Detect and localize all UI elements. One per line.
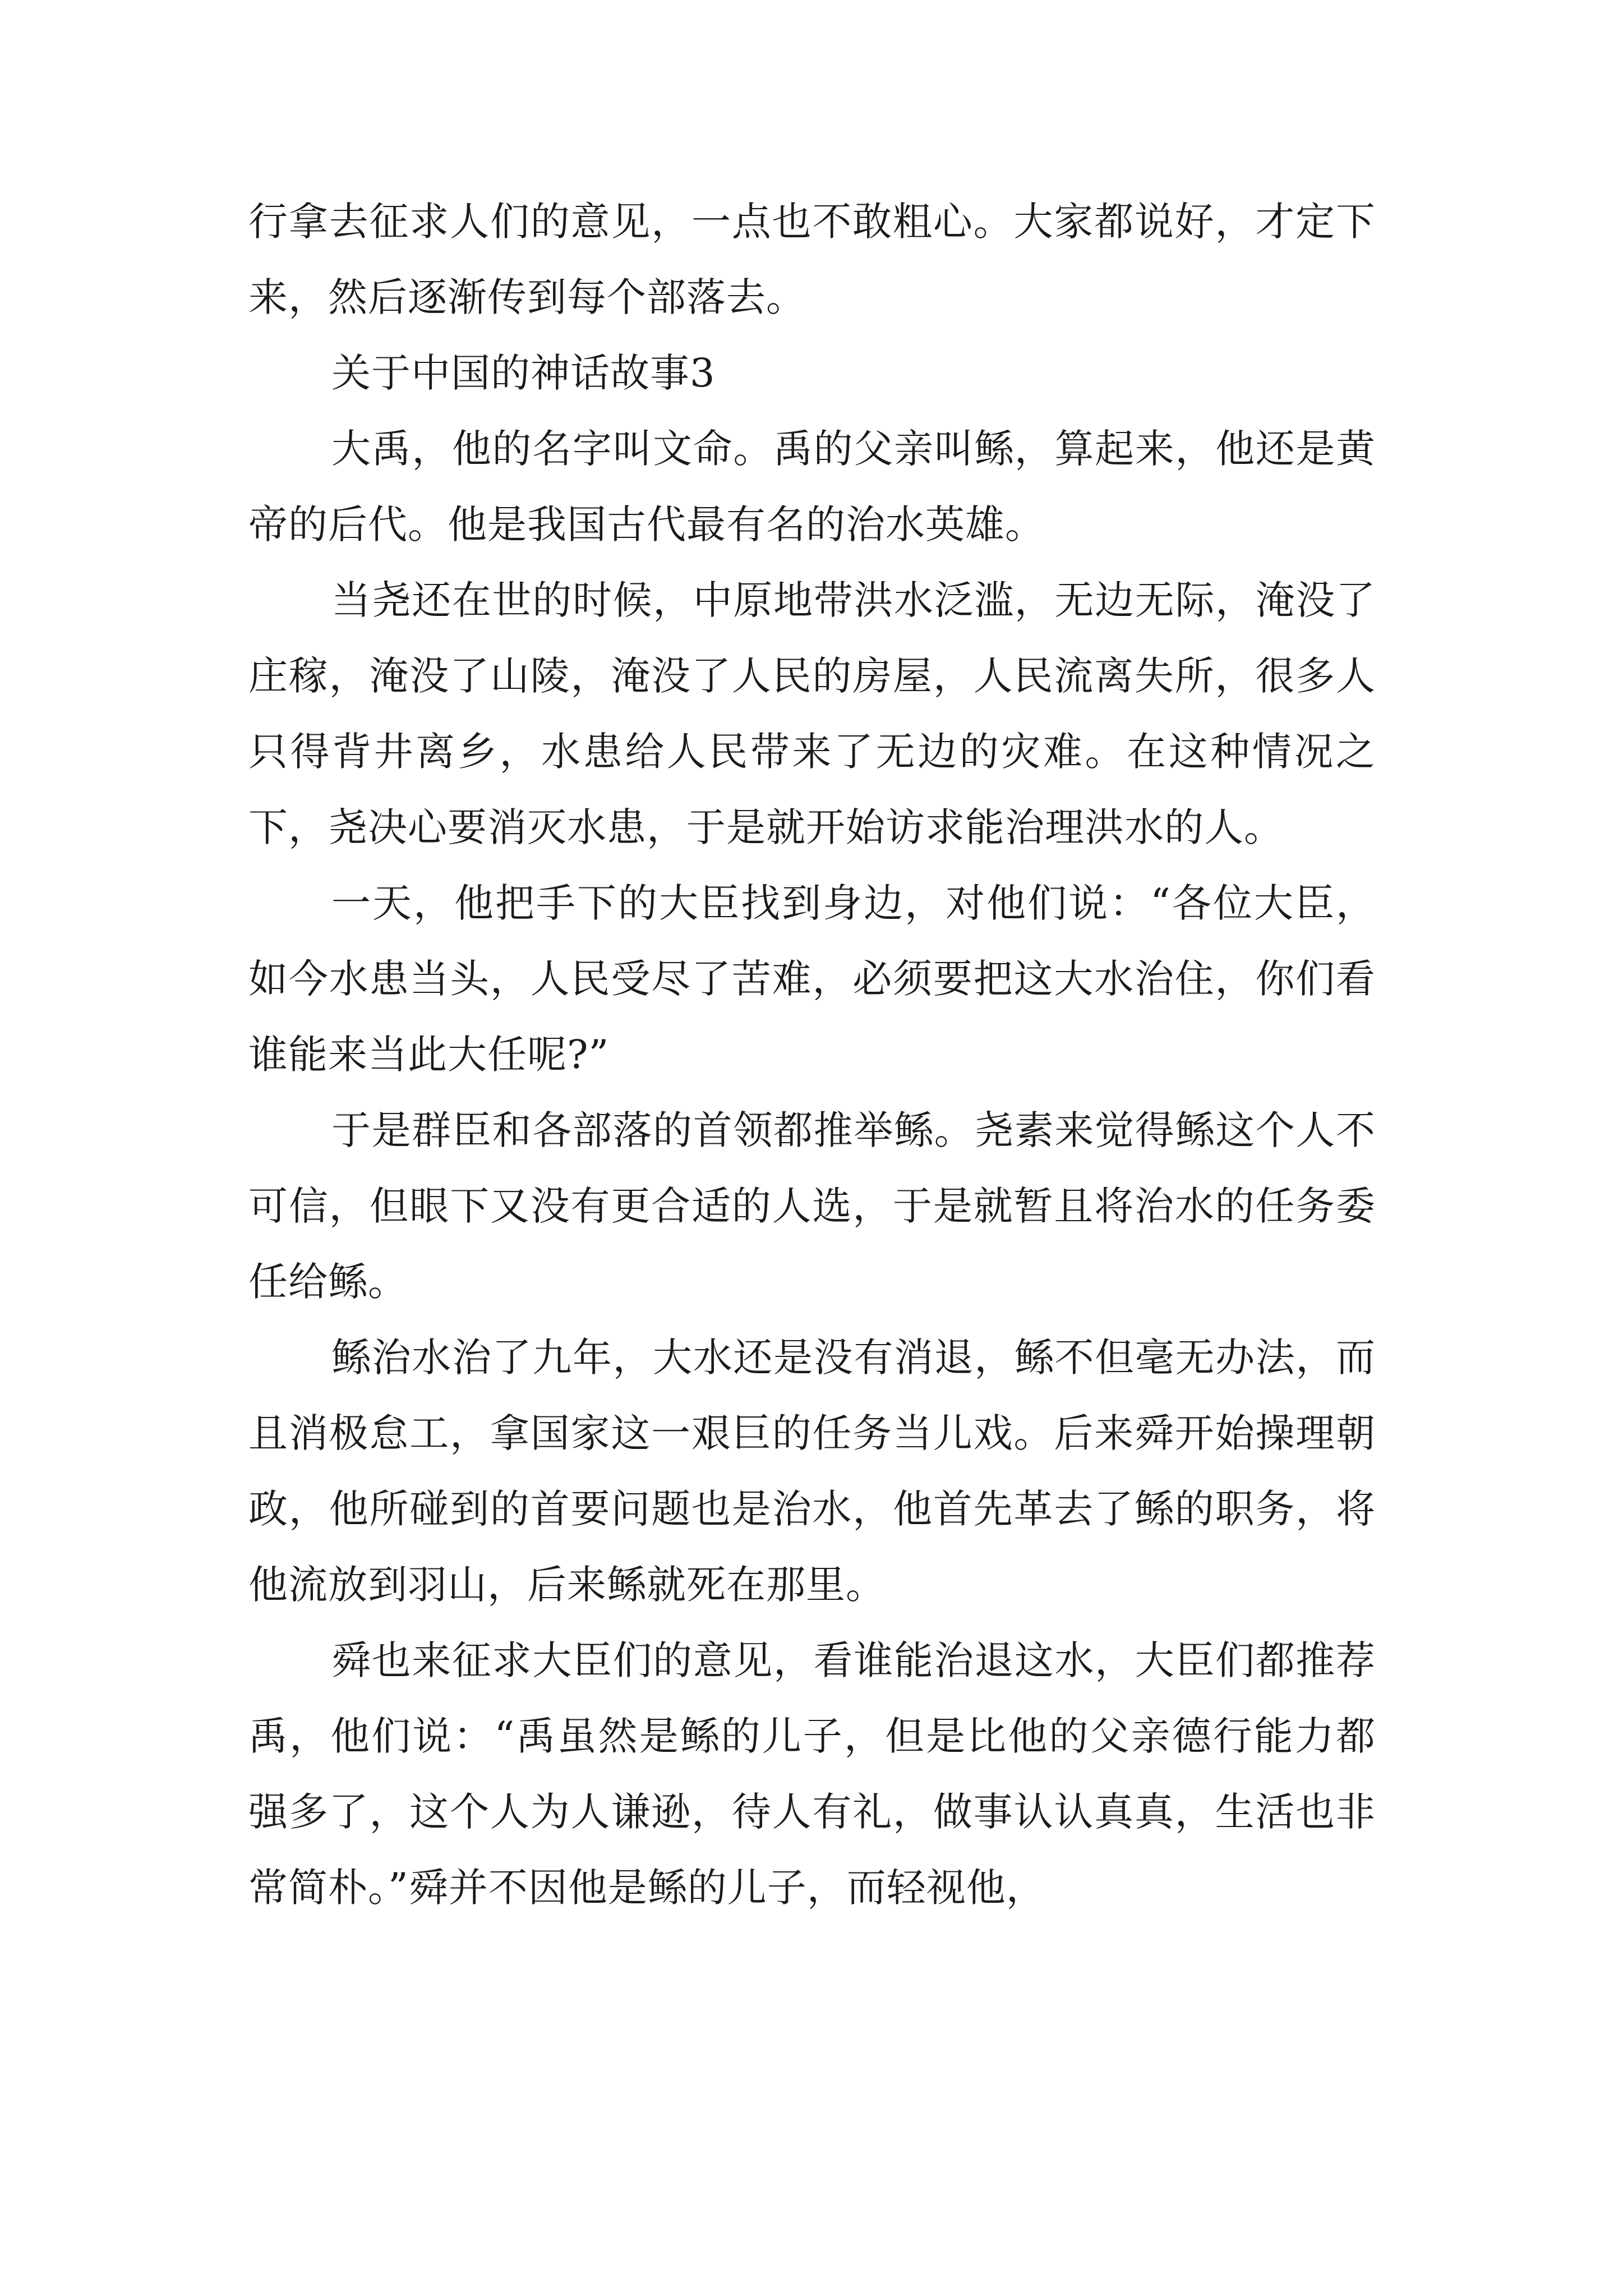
paragraph-dayu-intro: 大禹，他的名字叫文命。禹的父亲叫鲧，算起来，他还是黄帝的后代。他是我国古代最有名的治水英雄。 <box>248 426 1376 547</box>
document-body <box>248 184 1376 1926</box>
paragraph-yao-speech: 一天，他把手下的大臣找到身边，对他们说：“各位大臣，如今水患当头，人民受尽了苦难，必须要把这大水治住，你们看谁能来当此大任呢?” <box>248 880 1376 1078</box>
paragraph-shun-asks: 舜也来征求大臣们的意见，看谁能治退这水，大臣们都推荐禹，他们说：“禹虽然是鲧的儿子，但是比他的父亲德行能力都强多了，这个人为人谦逊，待人有礼，做事认认真真，生活也非常简朴。”舜并不因他是鲧的儿子，而轻视他， <box>248 1637 1376 1911</box>
paragraph-flood: 当尧还在世的时候，中原地带洪水泛滥，无边无际，淹没了庄稼，淹没了山陵，淹没了人民的房屋，人民流离失所，很多人只得背井离乡，水患给人民带来了无边的灾难。在这种情况之下，尧决心要消灭水患，于是就开始访求能治理洪水的人。 <box>248 577 1376 850</box>
paragraph-continuation: 行拿去征求人们的意见，一点也不敢粗心。大家都说好，才定下来，然后逐渐传到每个部落去。 <box>248 199 1376 320</box>
section-heading: 关于中国的神话故事3 <box>331 350 716 396</box>
paragraph-gun-fails: 鲧治水治了九年，大水还是没有消退，鲧不但毫无办法，而且消极怠工，拿国家这一艰巨的任务当儿戏。后来舜开始操理朝政，他所碰到的首要问题也是治水，他首先革去了鲧的职务，将他流放到羽山，后来鲧就死在那里。 <box>248 1335 1376 1608</box>
paragraph-gun-chosen: 于是群臣和各部落的首领都推举鲧。尧素来觉得鲧这个人不可信，但眼下又没有更合适的人选，于是就暂且将治水的任务委任给鲧。 <box>248 1107 1376 1305</box>
